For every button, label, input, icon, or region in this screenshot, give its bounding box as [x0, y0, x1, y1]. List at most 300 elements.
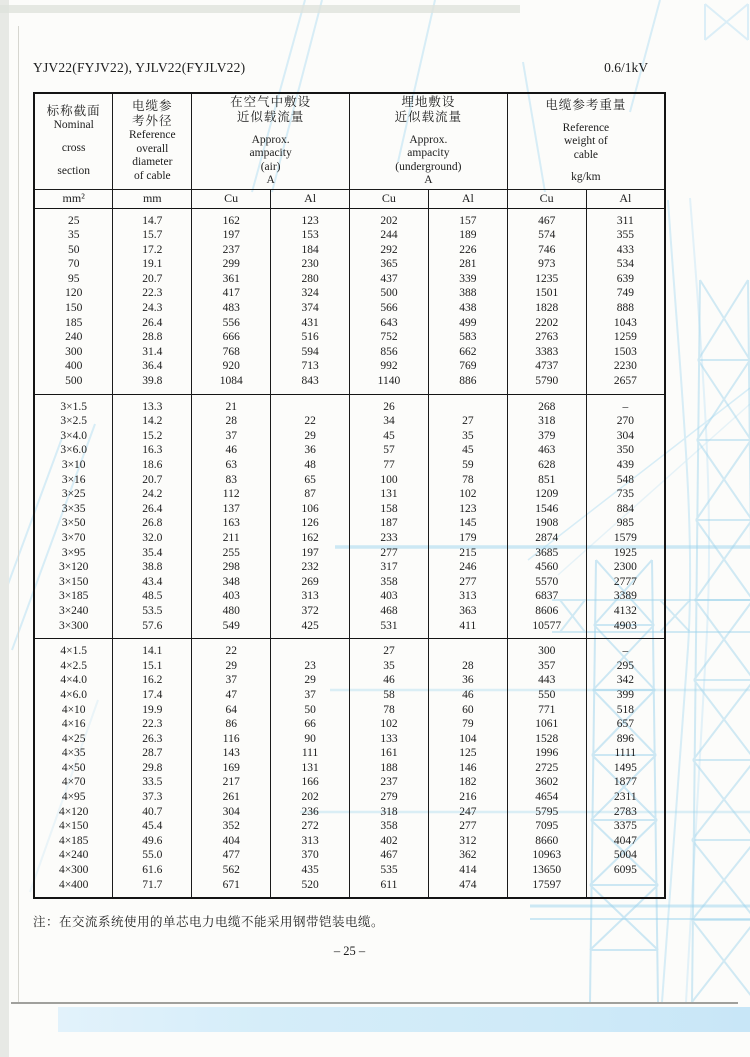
- cell: 2783: [586, 805, 665, 820]
- cell: 150: [65, 302, 83, 315]
- cell: 3685: [507, 546, 586, 561]
- cell: 417: [192, 286, 271, 301]
- cell: 2725: [507, 761, 586, 776]
- cell: 749: [586, 286, 665, 301]
- cell: 357: [507, 659, 586, 674]
- cell: 339: [428, 272, 507, 287]
- cell: 32.0: [113, 531, 192, 546]
- cell: 46: [428, 688, 507, 703]
- cell: 185: [65, 316, 83, 329]
- cell: 888: [586, 301, 665, 316]
- group-four-core: [34, 639, 665, 899]
- cell: 100: [350, 473, 429, 488]
- cell: 16.3: [113, 443, 192, 458]
- header-line: A: [266, 174, 275, 187]
- cell: 295: [586, 659, 665, 674]
- header-line: 电缆参: [132, 99, 173, 114]
- cell: 639: [586, 272, 665, 287]
- cell: 292: [350, 243, 429, 258]
- cell: 277: [428, 575, 507, 590]
- cell: 123: [271, 208, 350, 228]
- cell: 348: [192, 575, 271, 590]
- table-row: [34, 502, 665, 517]
- header-line: (air): [260, 160, 281, 173]
- cell: 26.3: [113, 732, 192, 747]
- cell: 14.1: [113, 639, 192, 659]
- cell: 548: [586, 473, 665, 488]
- cell: 769: [428, 359, 507, 374]
- cell: 439: [586, 458, 665, 473]
- cell: 240: [65, 331, 83, 344]
- cell: 36: [271, 443, 350, 458]
- cell: 671: [192, 878, 271, 899]
- cell: 29: [271, 673, 350, 688]
- cell: 3×4.0: [60, 429, 87, 442]
- cell: 594: [271, 345, 350, 360]
- cell: 300: [507, 639, 586, 659]
- cell: 1579: [586, 531, 665, 546]
- cell: 3×1.5: [60, 400, 87, 413]
- header-line: 近似载流量: [236, 109, 305, 124]
- table-row: [34, 301, 665, 316]
- cell: 26.8: [113, 516, 192, 531]
- cell: 500: [65, 375, 83, 388]
- cell: 400: [65, 360, 83, 373]
- cell: 57: [350, 443, 429, 458]
- cell: 2777: [586, 575, 665, 590]
- cell: 361: [192, 272, 271, 287]
- cell: 78: [428, 473, 507, 488]
- cell: 534: [586, 257, 665, 272]
- table-row: [34, 531, 665, 546]
- header-nominal-cross-section: [34, 93, 113, 189]
- cell: 1828: [507, 301, 586, 316]
- cell: 22: [271, 414, 350, 429]
- cell: 5795: [507, 805, 586, 820]
- cell: 628: [507, 458, 586, 473]
- cell: 217: [192, 775, 271, 790]
- cell: 37: [271, 688, 350, 703]
- cell: 15.2: [113, 429, 192, 444]
- header-line: kg/km: [571, 171, 601, 184]
- cell: 95: [67, 272, 80, 285]
- cell: 437: [350, 272, 429, 287]
- cell: 3×70: [61, 531, 86, 544]
- cell: 46: [350, 673, 429, 688]
- cell: 27: [350, 639, 429, 659]
- cell: 1111: [586, 746, 665, 761]
- cell: 87: [271, 487, 350, 502]
- cell: 145: [428, 516, 507, 531]
- unit-cell: Al: [271, 189, 350, 208]
- header-line: section: [57, 164, 90, 177]
- cell: 3×300: [58, 619, 89, 632]
- cell: 22.3: [113, 717, 192, 732]
- cell: 574: [507, 228, 586, 243]
- cell: 886: [428, 374, 507, 394]
- table-row: [34, 286, 665, 301]
- cell: 1996: [507, 746, 586, 761]
- cell: 851: [507, 473, 586, 488]
- table-row: [34, 619, 665, 639]
- cell: 467: [350, 848, 429, 863]
- cell: 298: [192, 560, 271, 575]
- cell: 362: [428, 848, 507, 863]
- cell: 37.3: [113, 790, 192, 805]
- cell: 657: [586, 717, 665, 732]
- table-row: [34, 560, 665, 575]
- cell: 37: [192, 673, 271, 688]
- cell: 244: [350, 228, 429, 243]
- unit-cell: Al: [586, 189, 665, 208]
- cell: 17597: [507, 878, 586, 899]
- cell: 57.6: [113, 619, 192, 639]
- cell: 300: [65, 345, 83, 358]
- cell: 230: [271, 257, 350, 272]
- unit-cell: Cu: [192, 189, 271, 208]
- table-row: [34, 761, 665, 776]
- cell: 5004: [586, 848, 665, 863]
- header-line: Approx.: [251, 133, 290, 146]
- cell: 58: [350, 688, 429, 703]
- cell: 15.1: [113, 659, 192, 674]
- cell: 182: [428, 775, 507, 790]
- cell: 146: [428, 761, 507, 776]
- cell: 3×95: [61, 546, 86, 559]
- cell: 104: [428, 732, 507, 747]
- cell: 137: [192, 502, 271, 517]
- cell: 556: [192, 316, 271, 331]
- cell: 4×185: [58, 834, 89, 847]
- cell: 13.3: [113, 394, 192, 414]
- cell: 189: [428, 228, 507, 243]
- cell: 4560: [507, 560, 586, 575]
- cell: 480: [192, 604, 271, 619]
- cell: 399: [586, 688, 665, 703]
- cell: 66: [271, 717, 350, 732]
- cell: 31.4: [113, 345, 192, 360]
- cell: 45: [428, 443, 507, 458]
- cell: [271, 394, 350, 414]
- cell: 35: [67, 229, 80, 242]
- cell: 45.4: [113, 819, 192, 834]
- header-line: (underground): [395, 160, 462, 173]
- cell: 1140: [350, 374, 429, 394]
- cell: 27: [428, 414, 507, 429]
- cell: 404: [192, 834, 271, 849]
- table-row: [34, 717, 665, 732]
- page-bottom-shadow: [11, 1002, 738, 1004]
- cell: 363: [428, 604, 507, 619]
- cell: 752: [350, 330, 429, 345]
- header-line: Nominal: [53, 119, 94, 132]
- cell: 77: [350, 458, 429, 473]
- cell: 35.4: [113, 546, 192, 561]
- table-row: [34, 703, 665, 718]
- header-line: 埋地敷设: [401, 94, 456, 109]
- cell: 1259: [586, 330, 665, 345]
- cell: 131: [350, 487, 429, 502]
- cell: 4×70: [61, 776, 86, 789]
- cell: 143: [192, 746, 271, 761]
- cell: [428, 639, 507, 659]
- cell: 768: [192, 345, 271, 360]
- cell: 304: [586, 429, 665, 444]
- cell: 2763: [507, 330, 586, 345]
- cell: 520: [271, 878, 350, 899]
- table-row: [34, 732, 665, 747]
- header-line: overall: [136, 142, 169, 155]
- cell: 17.2: [113, 243, 192, 258]
- cell: 125: [428, 746, 507, 761]
- cell: 365: [350, 257, 429, 272]
- cell: 5570: [507, 575, 586, 590]
- cell: 1043: [586, 316, 665, 331]
- header-line: diameter: [132, 156, 173, 169]
- cell: 19.1: [113, 257, 192, 272]
- cell: 920: [192, 359, 271, 374]
- cell: 86: [192, 717, 271, 732]
- cell: 187: [350, 516, 429, 531]
- cell: 8660: [507, 834, 586, 849]
- table-row: [34, 819, 665, 834]
- cell: 4×4.0: [60, 674, 87, 687]
- cell: 531: [350, 619, 429, 639]
- table-row: [34, 316, 665, 331]
- cell: 123: [428, 502, 507, 517]
- cell: 746: [507, 243, 586, 258]
- cell: 17.4: [113, 688, 192, 703]
- table-row: [34, 805, 665, 820]
- cell: 2874: [507, 531, 586, 546]
- cell: 611: [350, 878, 429, 899]
- cell: 202: [271, 790, 350, 805]
- cell: 126: [271, 516, 350, 531]
- cell: 1925: [586, 546, 665, 561]
- table-row: [34, 345, 665, 360]
- cell: 7095: [507, 819, 586, 834]
- cell: 78: [350, 703, 429, 718]
- cell: 438: [428, 301, 507, 316]
- cell: 277: [350, 546, 429, 561]
- cell: 153: [271, 228, 350, 243]
- cell: 246: [428, 560, 507, 575]
- cell: 49.6: [113, 834, 192, 849]
- cell: 4×16: [61, 718, 86, 731]
- cell: 4×150: [58, 820, 89, 833]
- header-line: A: [424, 174, 433, 187]
- unit-cell: mm²: [62, 191, 85, 205]
- cell: 215: [428, 546, 507, 561]
- cell: 64: [192, 703, 271, 718]
- cell: 304: [192, 805, 271, 820]
- cell: 896: [586, 732, 665, 747]
- running-head: [33, 60, 648, 76]
- cell: 116: [192, 732, 271, 747]
- header-reference-weight: [507, 93, 665, 189]
- cell: 518: [586, 703, 665, 718]
- cell: 279: [350, 790, 429, 805]
- table-row: [34, 575, 665, 590]
- cable-spec-table: [33, 92, 666, 899]
- cell: 2230: [586, 359, 665, 374]
- cell: 4×6.0: [60, 688, 87, 701]
- cell: 4×95: [61, 791, 86, 804]
- cell: 477: [192, 848, 271, 863]
- cell: 3602: [507, 775, 586, 790]
- cell: 18.6: [113, 458, 192, 473]
- table-row: [34, 688, 665, 703]
- cell: 2300: [586, 560, 665, 575]
- cell: 4654: [507, 790, 586, 805]
- cell: 236: [271, 805, 350, 820]
- cell: 8606: [507, 604, 586, 619]
- cell: 388: [428, 286, 507, 301]
- footnote: 注：在交流系统使用的单芯电力电缆不能采用钢带铠装电缆。: [33, 915, 385, 929]
- cell: 1503: [586, 345, 665, 360]
- cell: 3×185: [58, 590, 89, 603]
- cell: 163: [192, 516, 271, 531]
- header-row-main: [34, 93, 665, 189]
- cell: 1495: [586, 761, 665, 776]
- table-row: [34, 257, 665, 272]
- cell: 566: [350, 301, 429, 316]
- cell: 277: [428, 819, 507, 834]
- cell: 474: [428, 878, 507, 899]
- cell: 1546: [507, 502, 586, 517]
- cell: [271, 639, 350, 659]
- cell: 4×1.5: [60, 645, 87, 658]
- cell: 38.8: [113, 560, 192, 575]
- cell: 3×35: [61, 502, 86, 515]
- table-row: [34, 848, 665, 863]
- cell: 313: [271, 589, 350, 604]
- cell: 402: [350, 834, 429, 849]
- cell: 197: [192, 228, 271, 243]
- cell: 468: [350, 604, 429, 619]
- group-three-core: [34, 394, 665, 639]
- cell: 1501: [507, 286, 586, 301]
- cell: 55.0: [113, 848, 192, 863]
- cell: 26.4: [113, 316, 192, 331]
- cell: 111: [271, 746, 350, 761]
- cell: 22.3: [113, 286, 192, 301]
- table-row: [34, 878, 665, 899]
- cell: 47: [192, 688, 271, 703]
- cell: 666: [192, 330, 271, 345]
- cell: 16.2: [113, 673, 192, 688]
- cell: 106: [271, 502, 350, 517]
- cell: 435: [271, 863, 350, 878]
- cell: 342: [586, 673, 665, 688]
- cell: 1908: [507, 516, 586, 531]
- scan-bottom-strip: [58, 1007, 750, 1032]
- cell: 4737: [507, 359, 586, 374]
- cell: 46: [192, 443, 271, 458]
- header-ampacity-air: [192, 93, 350, 189]
- header-line: weight of: [563, 135, 608, 148]
- cell: 36: [428, 673, 507, 688]
- cell: 270: [586, 414, 665, 429]
- cell: 516: [271, 330, 350, 345]
- cell: 463: [507, 443, 586, 458]
- cell: 179: [428, 531, 507, 546]
- unit-cell: Al: [428, 189, 507, 208]
- cell: 197: [271, 546, 350, 561]
- table-row: [34, 746, 665, 761]
- table-row: [34, 359, 665, 374]
- cell: 237: [350, 775, 429, 790]
- cell: 21: [192, 394, 271, 414]
- cell: 1084: [192, 374, 271, 394]
- header-line: Reference: [129, 129, 176, 142]
- cell: 280: [271, 272, 350, 287]
- cell: 324: [271, 286, 350, 301]
- cell: 3×16: [61, 473, 86, 486]
- header-ampacity-underground: [350, 93, 508, 189]
- cell: 433: [586, 243, 665, 258]
- cell: 3×6.0: [60, 444, 87, 457]
- cell: –: [586, 394, 665, 414]
- cell: 431: [271, 316, 350, 331]
- cell: 269: [271, 575, 350, 590]
- table-row: [34, 546, 665, 561]
- cell: 352: [192, 819, 271, 834]
- cell: –: [586, 639, 665, 659]
- cell: 4×2.5: [60, 659, 87, 672]
- cell: 102: [428, 487, 507, 502]
- cell: 358: [350, 575, 429, 590]
- cell: 211: [192, 531, 271, 546]
- cell: 372: [271, 604, 350, 619]
- cell: 713: [271, 359, 350, 374]
- cell: 4×50: [61, 761, 86, 774]
- cell: 158: [350, 502, 429, 517]
- cell: 3×150: [58, 575, 89, 588]
- cell: 26: [350, 394, 429, 414]
- cell: 4×240: [58, 849, 89, 862]
- cell: 40.7: [113, 805, 192, 820]
- cell: 4×300: [58, 864, 89, 877]
- cell: 374: [271, 301, 350, 316]
- table-header: [34, 93, 665, 208]
- cell: 33.5: [113, 775, 192, 790]
- cell: 28.7: [113, 746, 192, 761]
- cell: 226: [428, 243, 507, 258]
- cell: 45: [350, 429, 429, 444]
- page-fold-line: [18, 26, 19, 1002]
- cell: 131: [271, 761, 350, 776]
- cell: 662: [428, 345, 507, 360]
- cell: 14.7: [113, 208, 192, 228]
- table-row: [34, 473, 665, 488]
- cell: 3383: [507, 345, 586, 360]
- cell: 120: [65, 287, 83, 300]
- cell: 425: [271, 619, 350, 639]
- cell: 4×10: [61, 703, 86, 716]
- cell: 4047: [586, 834, 665, 849]
- cell: 299: [192, 257, 271, 272]
- cell: 169: [192, 761, 271, 776]
- cell: 261: [192, 790, 271, 805]
- cell: 15.7: [113, 228, 192, 243]
- cell: 268: [507, 394, 586, 414]
- cell: 1877: [586, 775, 665, 790]
- cell: 36.4: [113, 359, 192, 374]
- cell: 71.7: [113, 878, 192, 899]
- cell: 313: [271, 834, 350, 849]
- cell: 34: [350, 414, 429, 429]
